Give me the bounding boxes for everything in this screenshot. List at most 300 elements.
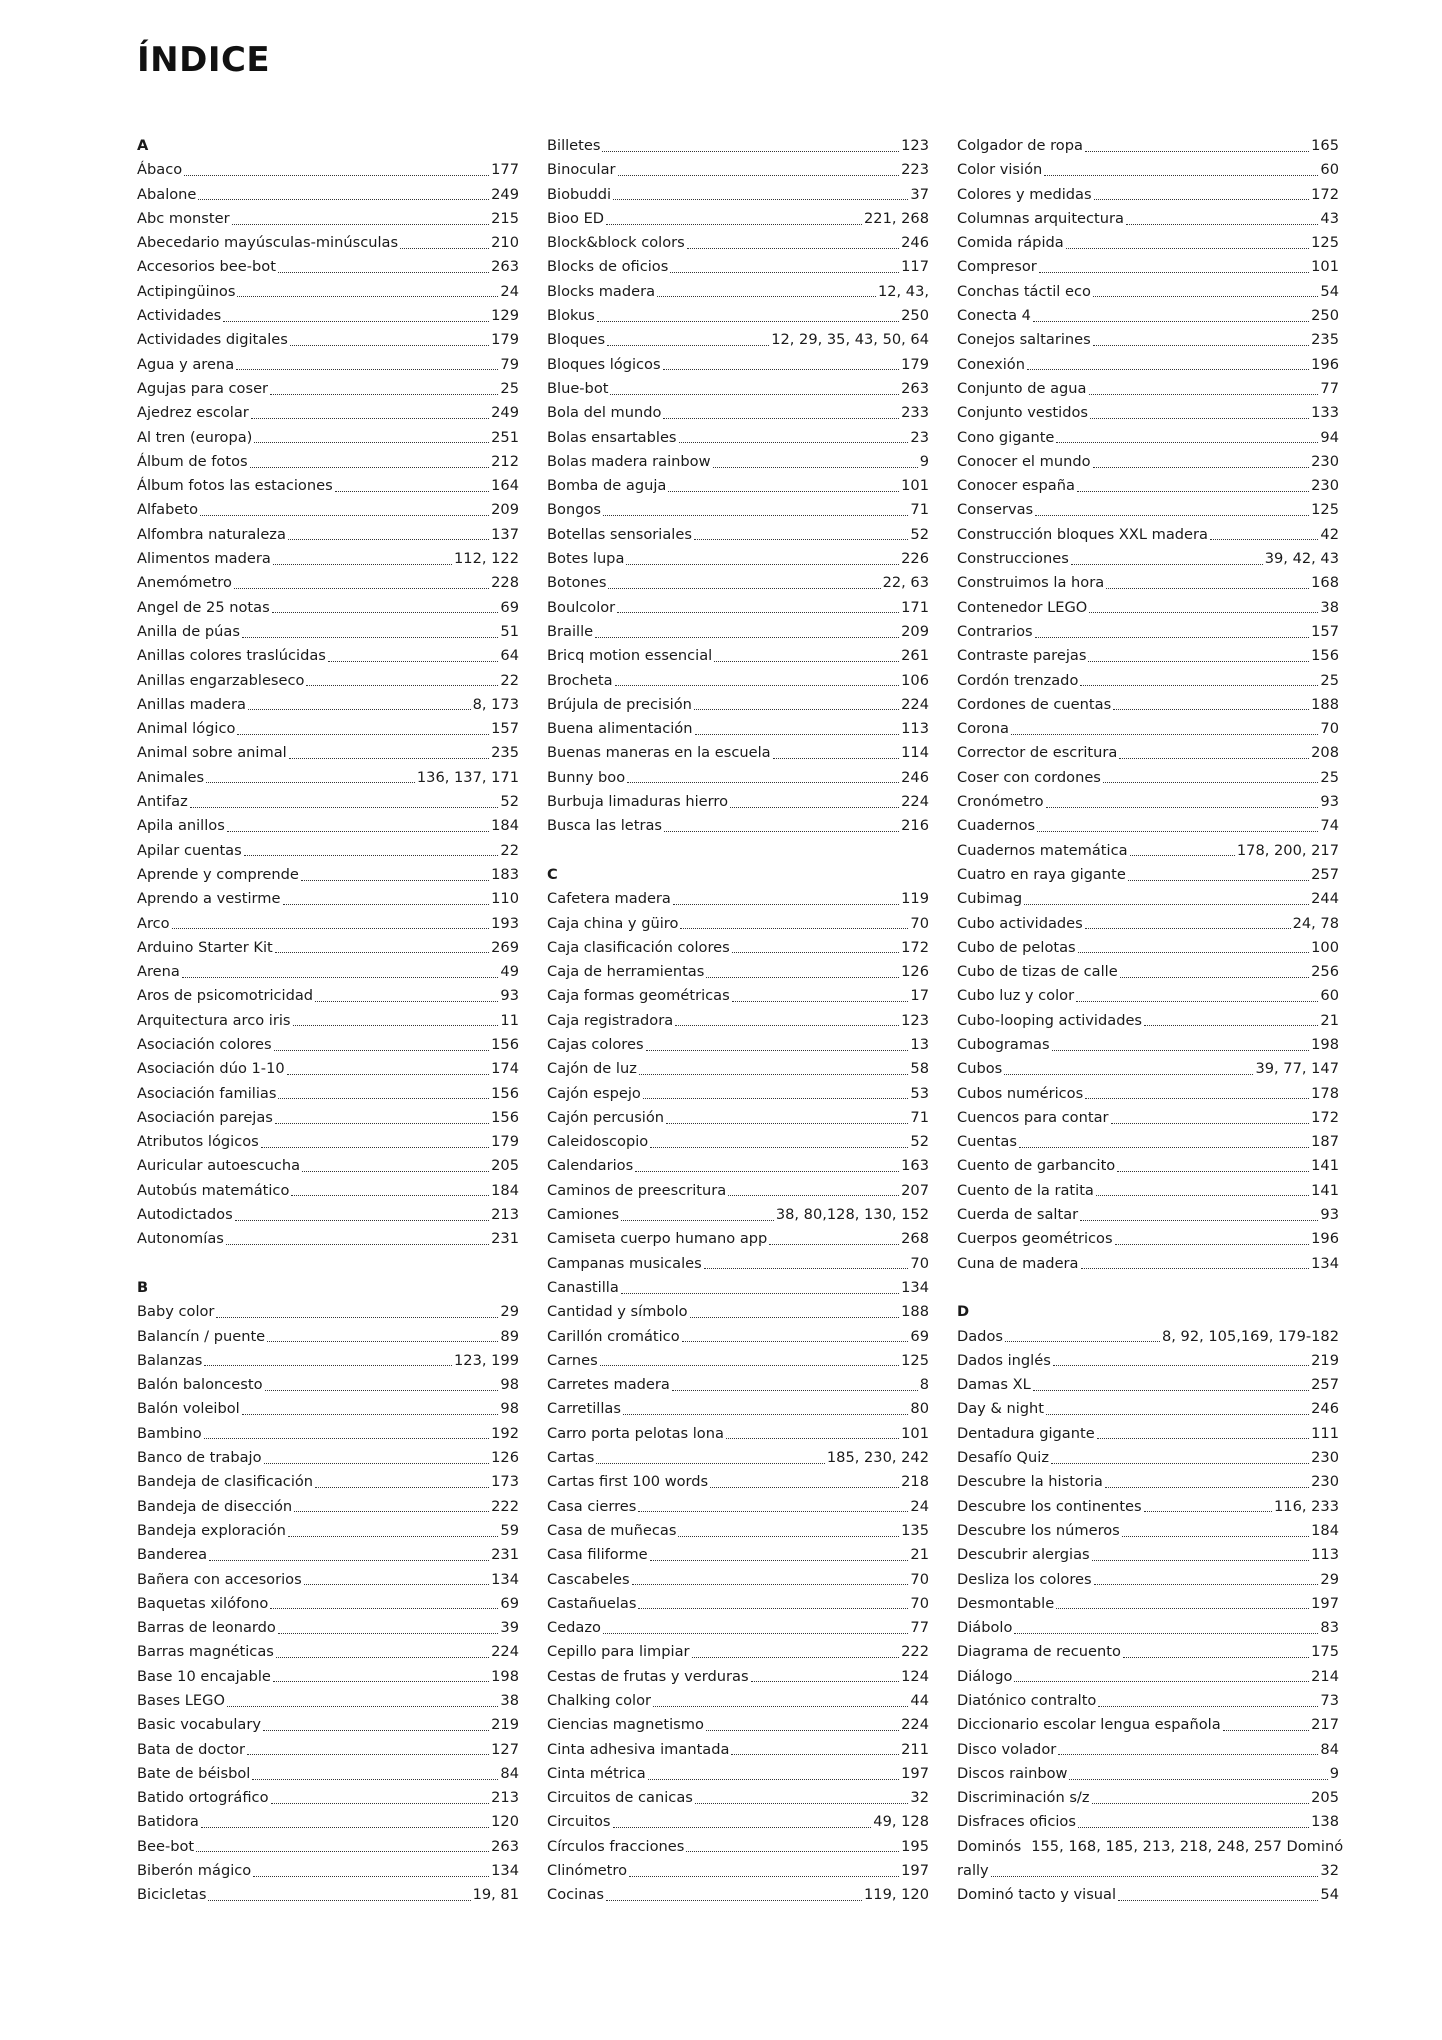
- index-entry: [137, 741, 519, 765]
- index-entry: [957, 1592, 1339, 1616]
- index-entry: [957, 669, 1339, 693]
- dot-leader: [1089, 394, 1319, 395]
- index-entry: [547, 741, 929, 765]
- dot-leader: [247, 1754, 489, 1755]
- entry-name: Cantidad y símbolo: [547, 1303, 688, 1321]
- dot-leader: [618, 175, 900, 176]
- entry-name: Angel de 25 notas: [137, 598, 270, 616]
- index-entry: [547, 1883, 929, 1907]
- entry-name: Abalone: [137, 185, 197, 203]
- dot-leader: [196, 1851, 489, 1852]
- entry-name: Cinta métrica: [547, 1764, 646, 1782]
- dot-leader: [1033, 321, 1309, 322]
- dot-leader: [1120, 977, 1309, 978]
- dot-leader: [237, 734, 489, 735]
- dot-leader: [595, 637, 899, 638]
- entry-pages: 71: [910, 1108, 929, 1126]
- dot-leader: [623, 1414, 908, 1415]
- index-entry: [547, 1519, 929, 1543]
- entry-pages: 141: [1311, 1157, 1339, 1175]
- dot-leader: [635, 1171, 899, 1172]
- index-entry: [547, 158, 929, 182]
- entry-pages: 216: [901, 817, 929, 835]
- entry-name: Actividades digitales: [137, 331, 288, 349]
- dot-leader: [615, 685, 900, 686]
- entry-name: Caja formas geométricas: [547, 987, 730, 1005]
- index-entry: [547, 1033, 929, 1057]
- entry-pages: 129: [491, 307, 519, 325]
- entry-pages: 12, 29, 35, 43, 50, 64: [771, 331, 929, 349]
- entry-pages: 9: [1329, 1764, 1339, 1782]
- entry-name: Basic vocabulary: [137, 1716, 261, 1734]
- dot-leader: [306, 685, 498, 686]
- entry-pages: 168: [1311, 574, 1339, 592]
- dot-leader: [253, 1876, 489, 1877]
- entry-pages: 230: [1311, 452, 1339, 470]
- entry-pages: 42: [1320, 525, 1339, 543]
- entry-pages: 39, 77, 147: [1255, 1060, 1339, 1078]
- entry-name: Compresor: [957, 258, 1037, 276]
- entry-pages: 114: [901, 744, 929, 762]
- dot-leader: [600, 1365, 899, 1366]
- dot-leader: [208, 1900, 470, 1901]
- entry-pages: 22, 63: [882, 574, 929, 592]
- dot-leader: [288, 539, 489, 540]
- entry-name: Cepillo para limpiar: [547, 1643, 690, 1661]
- dot-leader: [626, 564, 899, 565]
- dot-leader: [663, 369, 900, 370]
- index-entry: [957, 1859, 1339, 1883]
- dot-leader: [1056, 442, 1318, 443]
- dot-leader: [1105, 1487, 1309, 1488]
- entry-name: Buenas maneras en la escuela: [547, 744, 771, 762]
- dot-leader: [613, 199, 908, 200]
- index-entry: [957, 523, 1339, 547]
- index-entry: [137, 498, 519, 522]
- entry-pages: 49: [500, 963, 519, 981]
- entry-pages: 119: [901, 890, 929, 908]
- index-entry: [137, 1446, 519, 1470]
- index-entry: [957, 158, 1339, 182]
- index-entry: [137, 1738, 519, 1762]
- index-entry: [547, 1640, 929, 1664]
- index-entry: [957, 1082, 1339, 1106]
- entry-name: Bandeja de disección: [137, 1497, 293, 1515]
- index-entry: [137, 1397, 519, 1421]
- entry-pages: 125: [901, 1351, 929, 1369]
- entry-pages: 101: [901, 477, 929, 495]
- entry-pages: 208: [1311, 744, 1339, 762]
- entry-name: Chalking color: [547, 1692, 652, 1709]
- index-entry: [137, 1543, 519, 1567]
- index-entry: [547, 1009, 929, 1033]
- index-entry: [137, 1592, 519, 1616]
- entry-name: Diccionario escolar lengua española: [957, 1716, 1221, 1734]
- dot-leader: [1093, 467, 1310, 468]
- entry-name: Descubre la historia: [957, 1473, 1103, 1491]
- entry-pages: 69: [500, 1594, 519, 1612]
- index-entry: [547, 547, 929, 571]
- index-entry: [137, 1179, 519, 1203]
- entry-pages: 256: [1311, 963, 1339, 981]
- dot-leader: [1123, 1657, 1309, 1658]
- entry-pages: 188: [1311, 695, 1339, 713]
- entry-pages: 230: [1311, 1473, 1339, 1491]
- entry-pages: 196: [1311, 1230, 1339, 1248]
- entry-pages: 23: [910, 428, 929, 446]
- entry-pages: 123: [901, 137, 929, 154]
- entry-pages: 209: [491, 501, 519, 519]
- entry-name: Ajedrez escolar: [137, 404, 249, 422]
- entry-name: Anillas madera: [137, 695, 246, 713]
- entry-name: Desliza los colores: [957, 1570, 1092, 1588]
- entry-pages: 25: [1320, 671, 1339, 689]
- entry-name: Conejos saltarines: [957, 331, 1091, 349]
- dot-leader: [1078, 952, 1309, 953]
- entry-pages: 231: [491, 1230, 519, 1248]
- entry-name: Castañuelas: [547, 1594, 637, 1612]
- entry-pages: 156: [491, 1084, 519, 1102]
- section-letter-text: B: [137, 1278, 149, 1296]
- index-entry: [957, 1252, 1339, 1276]
- dot-leader: [1092, 1560, 1310, 1561]
- dot-leader: [290, 345, 489, 346]
- entry-pages: 250: [901, 307, 929, 325]
- index-entry: [957, 620, 1339, 644]
- entry-pages: 156: [1311, 647, 1339, 665]
- index-entry: [547, 1859, 929, 1883]
- index-entry: [547, 304, 929, 328]
- index-entry: [137, 596, 519, 620]
- entry-name: Animal lógico: [137, 720, 236, 738]
- entry-name: Discos rainbow: [957, 1764, 1068, 1782]
- index-entry: [547, 207, 929, 231]
- entry-name: Cubos: [957, 1060, 1003, 1078]
- index-entry: [547, 183, 929, 207]
- entry-pages: 177: [491, 161, 519, 179]
- dot-leader: [315, 1001, 498, 1002]
- index-entry: [547, 426, 929, 450]
- index-entry: [137, 328, 519, 352]
- dot-leader: [687, 248, 899, 249]
- entry-name: Caleidoscopio: [547, 1133, 649, 1151]
- dot-leader: [190, 807, 499, 808]
- entry-name: Cubimag: [957, 890, 1023, 908]
- index-entry: [957, 1883, 1339, 1907]
- entry-pages: 198: [1311, 1035, 1339, 1053]
- index-entry: [957, 766, 1339, 790]
- entry-pages: 29: [500, 1303, 519, 1321]
- dot-leader: [204, 1438, 489, 1439]
- entry-name: Asociación familias: [137, 1084, 277, 1102]
- dot-leader: [289, 758, 489, 759]
- entry-pages: 110: [491, 890, 519, 908]
- entry-pages: 70: [910, 1254, 929, 1272]
- entry-name: Dentadura gigante: [957, 1424, 1095, 1442]
- dot-leader: [184, 175, 489, 176]
- entry-name: Cuencos para contar: [957, 1108, 1109, 1126]
- dot-leader: [1080, 685, 1318, 686]
- entry-name: Columnas arquitectura: [957, 209, 1124, 227]
- index-entry: [957, 717, 1339, 741]
- entry-pages: 117: [901, 258, 929, 276]
- entry-name: Casa filiforme: [547, 1546, 648, 1564]
- entry-pages: 210: [491, 234, 519, 252]
- entry-pages: 52: [910, 1133, 929, 1151]
- index-entry: [957, 863, 1339, 887]
- index-entry: [957, 1568, 1339, 1592]
- entry-pages: 224: [901, 695, 929, 713]
- entry-name: Brújula de precisión: [547, 695, 692, 713]
- entry-pages: 134: [901, 1278, 929, 1296]
- index-entry: [957, 644, 1339, 668]
- entry-pages: 69: [910, 1327, 929, 1345]
- index-entry: [957, 1130, 1339, 1154]
- index-entry: [957, 255, 1339, 279]
- index-entry: [547, 1835, 929, 1859]
- dot-leader: [1076, 1001, 1318, 1002]
- entry-pages: 137: [491, 525, 519, 543]
- entry-pages: 51: [500, 622, 519, 640]
- entry-name: Bricq motion essencial: [547, 647, 713, 665]
- index-entry: [957, 1227, 1339, 1251]
- entry-pages: 157: [1311, 622, 1339, 640]
- dot-leader: [291, 1195, 489, 1196]
- dot-leader: [275, 1123, 489, 1124]
- entry-name: Bandeja de clasificación: [137, 1473, 314, 1491]
- entry-name: Casa de muñecas: [547, 1521, 677, 1539]
- entry-name: Botones: [547, 574, 607, 592]
- entry-pages: 136, 137, 171: [416, 768, 519, 786]
- index-entry: [957, 814, 1339, 838]
- entry-pages: 174: [491, 1060, 519, 1078]
- entry-name: Baquetas xilófono: [137, 1594, 269, 1612]
- entry-name: Conexión: [957, 355, 1025, 373]
- entry-pages: 70: [910, 1570, 929, 1588]
- dot-leader: [1118, 1900, 1318, 1901]
- entry-pages: 197: [901, 1862, 929, 1880]
- page-title: ÍNDICE: [137, 40, 271, 80]
- index-entry: [547, 1227, 929, 1251]
- index-entry: [957, 280, 1339, 304]
- dot-leader: [694, 539, 908, 540]
- entry-name: Clinómetro: [547, 1862, 628, 1880]
- dot-leader: [695, 734, 900, 735]
- dot-leader: [1011, 734, 1319, 735]
- dot-leader: [273, 1681, 489, 1682]
- dot-leader: [621, 1220, 774, 1221]
- entry-name: Bongos: [547, 501, 601, 519]
- index-entry: [957, 1713, 1339, 1737]
- entry-name: Cuerda de saltar: [957, 1206, 1079, 1224]
- section-letter: [137, 134, 519, 158]
- entry-name: Cubo actividades: [957, 914, 1083, 932]
- entry-pages: 196: [1311, 355, 1339, 373]
- entry-name: Anillas colores traslúcidas: [137, 647, 326, 665]
- dot-leader: [678, 1536, 899, 1537]
- entry-pages: 178: [1311, 1084, 1339, 1102]
- index-entry: [137, 1373, 519, 1397]
- dot-leader: [597, 321, 899, 322]
- index-entry: [137, 644, 519, 668]
- index-entry: [547, 1106, 929, 1130]
- entry-name: Dados: [957, 1327, 1003, 1345]
- entry-pages: 215: [491, 209, 519, 227]
- entry-pages: 246: [1311, 1400, 1339, 1418]
- dot-leader: [278, 1098, 489, 1099]
- entry-pages: 235: [1311, 331, 1339, 349]
- dot-leader: [1113, 709, 1309, 710]
- index-entry: [547, 1154, 929, 1178]
- dot-leader: [261, 1147, 489, 1148]
- index-entry: [547, 1082, 929, 1106]
- index-entry: [957, 231, 1339, 255]
- entry-name: Dados inglés: [957, 1351, 1051, 1369]
- dot-leader: [670, 272, 899, 273]
- entry-name: Blocks de oficios: [547, 258, 669, 276]
- entry-pages: 111: [1311, 1424, 1339, 1442]
- entry-pages: 141: [1311, 1181, 1339, 1199]
- dot-leader: [991, 1876, 1319, 1877]
- section-gap: [137, 1252, 519, 1276]
- entry-pages: 127: [491, 1740, 519, 1758]
- entry-name: Carretillas: [547, 1400, 621, 1418]
- entry-pages: 89: [500, 1327, 519, 1345]
- entry-name: Cocinas: [547, 1886, 604, 1904]
- index-entry: [957, 304, 1339, 328]
- dot-leader: [263, 1730, 489, 1731]
- index-entry: [137, 523, 519, 547]
- dot-leader: [596, 1463, 824, 1464]
- dot-leader: [638, 1608, 908, 1609]
- dot-leader: [639, 1074, 909, 1075]
- entry-pages: 126: [491, 1449, 519, 1467]
- index-entry: [547, 984, 929, 1008]
- dot-leader: [272, 612, 499, 613]
- index-entry: [957, 936, 1339, 960]
- index-entry: [137, 183, 519, 207]
- entry-pages: 93: [1320, 1206, 1339, 1224]
- section-letter: [547, 863, 929, 887]
- dot-leader: [648, 1779, 899, 1780]
- entry-name: Cuna de madera: [957, 1254, 1079, 1272]
- dot-leader: [276, 1657, 489, 1658]
- entry-name: Blocks madera: [547, 282, 656, 300]
- dot-leader: [328, 661, 499, 662]
- entry-name: Conservas: [957, 501, 1034, 519]
- entry-name: Cartas first 100 words: [547, 1473, 709, 1491]
- entry-name: Barras de leonardo: [137, 1619, 276, 1637]
- entry-name: Cubos numéricos: [957, 1084, 1084, 1102]
- dot-leader: [1004, 1074, 1253, 1075]
- index-column-2: [547, 134, 929, 1908]
- index-entry: [137, 401, 519, 425]
- dot-leader: [200, 515, 489, 516]
- dot-leader: [274, 1050, 490, 1051]
- entry-name: Cono gigante: [957, 428, 1055, 446]
- entry-name: Cuentas: [957, 1133, 1017, 1151]
- dot-leader: [710, 1487, 899, 1488]
- entry-pages: 124: [901, 1667, 929, 1685]
- entry-pages: 231: [491, 1546, 519, 1564]
- dot-leader: [606, 224, 862, 225]
- entry-name: Batidora: [137, 1813, 199, 1831]
- entry-pages: 84: [500, 1764, 519, 1782]
- index-entry: [957, 1835, 1344, 1859]
- entry-name: Canastilla: [547, 1278, 619, 1296]
- entry-name: Ciencias magnetismo: [547, 1716, 704, 1734]
- index-entry: [547, 766, 929, 790]
- dot-leader: [653, 1706, 908, 1707]
- index-entry: [957, 1106, 1339, 1130]
- dot-leader: [1078, 1827, 1309, 1828]
- entry-pages: 93: [1320, 793, 1339, 811]
- index-entry: [547, 353, 929, 377]
- index-entry: [957, 1446, 1339, 1470]
- index-entry: [137, 1835, 519, 1859]
- dot-leader: [602, 151, 899, 152]
- dot-leader: [1097, 1438, 1309, 1439]
- index-column-3: [957, 134, 1344, 1908]
- entry-pages: 235: [491, 744, 519, 762]
- dot-leader: [713, 467, 918, 468]
- index-entry: [547, 644, 929, 668]
- entry-name: Anillas engarzableseco: [137, 671, 305, 689]
- entry-name: Actividades: [137, 307, 222, 325]
- dot-leader: [1094, 199, 1310, 200]
- entry-name: Bicicletas: [137, 1886, 207, 1904]
- index-entry: [957, 1786, 1339, 1810]
- entry-name: Caja clasificación colores: [547, 938, 730, 956]
- index-entry: [137, 1665, 519, 1689]
- entry-pages: 209: [901, 622, 929, 640]
- index-entry: [957, 1009, 1339, 1033]
- index-entry: [547, 1300, 929, 1324]
- index-entry: [137, 1227, 519, 1251]
- index-entry: [137, 1154, 519, 1178]
- index-entry: [957, 474, 1339, 498]
- dot-leader: [1093, 345, 1309, 346]
- entry-name: Color visión: [957, 161, 1043, 179]
- section-letter-text: D: [957, 1303, 970, 1321]
- entry-name: Construimos la hora: [957, 574, 1105, 592]
- entry-pages: 184: [1311, 1521, 1339, 1539]
- entry-pages: 123, 199: [454, 1351, 519, 1369]
- index-entry: [547, 912, 929, 936]
- entry-name: Damas XL: [957, 1376, 1031, 1394]
- entry-pages: 123: [901, 1011, 929, 1029]
- index-entry: [547, 523, 929, 547]
- entry-name: Balancín / puente: [137, 1327, 266, 1345]
- entry-pages: 263: [901, 379, 929, 397]
- entry-name: Apilar cuentas: [137, 841, 242, 859]
- entry-pages: 39, 42, 43: [1264, 550, 1339, 568]
- index-entry: [547, 1349, 929, 1373]
- dot-leader: [773, 758, 900, 759]
- index-entry: [547, 571, 929, 595]
- entry-pages: 224: [491, 1643, 519, 1661]
- entry-name: Caminos de preescritura: [547, 1181, 727, 1199]
- entry-name: Brocheta: [547, 671, 613, 689]
- dot-leader: [726, 1438, 899, 1439]
- dot-leader: [632, 1584, 909, 1585]
- entry-name: Braille: [547, 622, 594, 640]
- entry-name: Autonomías: [137, 1230, 224, 1248]
- entry-name: Camiones: [547, 1206, 620, 1224]
- index-entry: [137, 693, 519, 717]
- entry-name: Circuitos: [547, 1813, 611, 1831]
- entry-pages: 21: [1320, 1011, 1339, 1029]
